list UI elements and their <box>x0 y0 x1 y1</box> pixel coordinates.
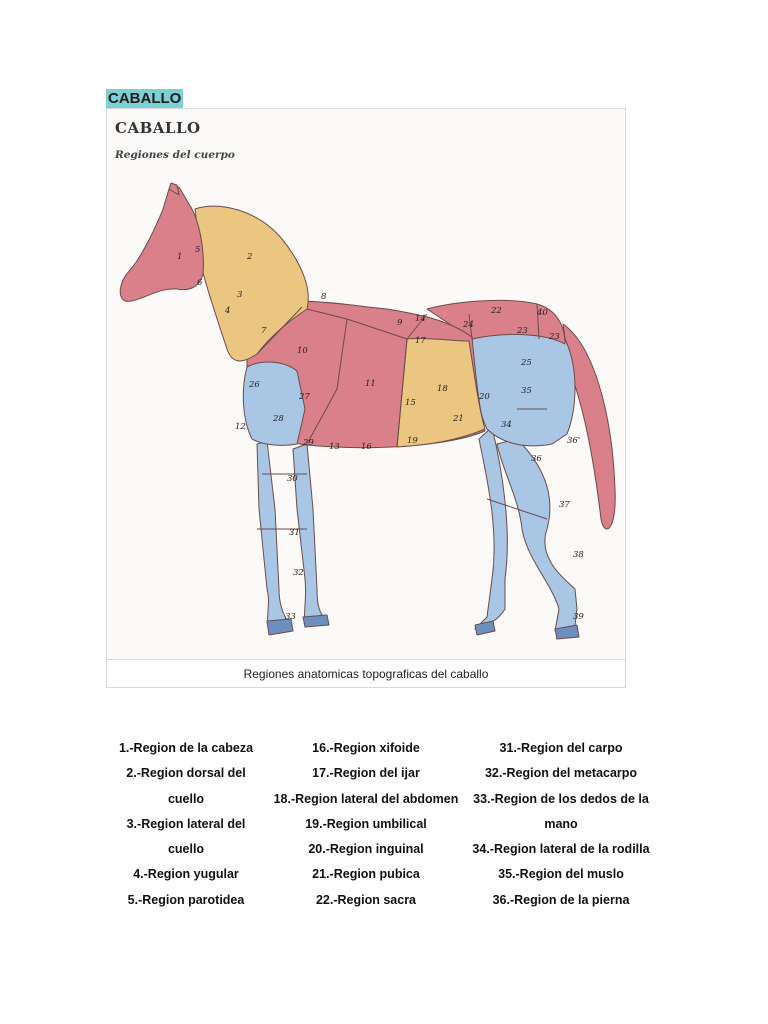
svg-text:12: 12 <box>235 422 246 432</box>
legend-column-3 <box>468 736 654 913</box>
svg-text:9: 9 <box>397 318 403 328</box>
svg-text:39: 39 <box>573 612 584 622</box>
legend-column-2 <box>268 736 464 913</box>
svg-text:5: 5 <box>195 245 201 255</box>
hoof-hind-far <box>475 621 495 635</box>
svg-text:6: 6 <box>197 278 203 288</box>
legend-item: 5.-Region parotidea <box>127 892 245 907</box>
svg-text:21: 21 <box>453 414 464 424</box>
svg-text:17: 17 <box>415 336 426 346</box>
svg-text:35: 35 <box>521 386 532 396</box>
svg-text:27: 27 <box>299 392 310 402</box>
svg-text:14: 14 <box>415 314 426 324</box>
legend-item: 2.-Region dorsal del <box>126 766 246 781</box>
legend-item: 22.-Region sacra <box>315 892 417 907</box>
legend-item: 3.-Region lateral del <box>126 816 246 831</box>
svg-text:13: 13 <box>329 442 340 452</box>
legend-item: 34.-Region lateral de la rodilla <box>472 842 650 857</box>
hoof-front-far <box>303 615 329 627</box>
svg-text:28: 28 <box>273 414 284 424</box>
svg-text:37: 37 <box>559 500 570 510</box>
svg-text:29: 29 <box>303 438 314 448</box>
legend-item: 21.-Region pubica <box>312 867 420 882</box>
horse-diagram <box>107 109 625 659</box>
legend-item: 35.-Region del muslo <box>498 867 624 882</box>
svg-text:15: 15 <box>405 398 416 408</box>
legend-item: 4.-Region yugular <box>133 867 239 882</box>
svg-text:8: 8 <box>321 292 327 302</box>
hind-leg-near <box>497 439 577 634</box>
svg-text:22: 22 <box>491 306 502 316</box>
legend-item: 20.-Region inguinal <box>308 842 424 857</box>
svg-text:34: 34 <box>501 420 512 430</box>
svg-text:30: 30 <box>287 474 298 484</box>
legend-column-1 <box>98 736 274 913</box>
svg-text:2: 2 <box>247 252 253 262</box>
figure <box>106 108 626 688</box>
shoulder-region <box>243 362 305 445</box>
svg-text:4: 4 <box>225 306 231 316</box>
svg-text:16: 16 <box>361 442 372 452</box>
svg-text:36': 36' <box>567 436 581 446</box>
horse-illustration <box>107 109 625 659</box>
svg-text:26: 26 <box>249 380 260 390</box>
svg-text:25: 25 <box>521 358 532 368</box>
svg-text:32: 32 <box>293 568 304 578</box>
page-heading: CABALLO <box>108 90 182 107</box>
legend-item: 16.-Region xifoide <box>312 741 420 755</box>
legend-item: 36.-Region de la pierna <box>492 892 630 907</box>
legend-item: 31.-Region del carpo <box>499 741 623 755</box>
front-leg-near <box>257 441 289 629</box>
svg-text:33: 33 <box>285 612 296 622</box>
svg-text:19: 19 <box>407 436 418 446</box>
legend-item: cuello <box>167 791 205 806</box>
head-region <box>120 187 203 301</box>
legend-item: 19.-Region umbilical <box>305 816 427 831</box>
svg-text:23: 23 <box>517 326 528 336</box>
legend-item: 17.-Region del ijar <box>312 766 420 781</box>
svg-text:11: 11 <box>365 379 376 389</box>
figure-subtitle: Regiones del cuerpo <box>115 149 235 161</box>
svg-text:38: 38 <box>573 550 584 560</box>
svg-text:1: 1 <box>177 252 183 262</box>
svg-text:7: 7 <box>261 326 267 336</box>
svg-text:18: 18 <box>437 384 448 394</box>
legend-item: 33.-Region de los dedos de la <box>473 791 649 806</box>
legend-item: mano <box>544 816 578 831</box>
svg-text:31: 31 <box>289 528 300 538</box>
figure-title: CABALLO <box>115 119 201 137</box>
svg-text:24: 24 <box>463 320 474 330</box>
svg-text:36: 36 <box>531 454 542 464</box>
legend-item: 18.-Region lateral del abdomen <box>273 791 459 806</box>
svg-text:40: 40 <box>537 308 548 318</box>
svg-text:23: 23 <box>549 332 560 342</box>
legend-item: 32.-Region del metacarpo <box>484 766 638 781</box>
figure-caption: Regiones anatomicas topograficas del caballo <box>107 659 625 688</box>
svg-text:20: 20 <box>479 392 490 402</box>
svg-text:3: 3 <box>237 290 243 300</box>
legend-item: 1.-Region de la cabeza <box>118 741 254 755</box>
svg-text:10: 10 <box>297 346 308 356</box>
legend-item: cuello <box>167 842 205 857</box>
